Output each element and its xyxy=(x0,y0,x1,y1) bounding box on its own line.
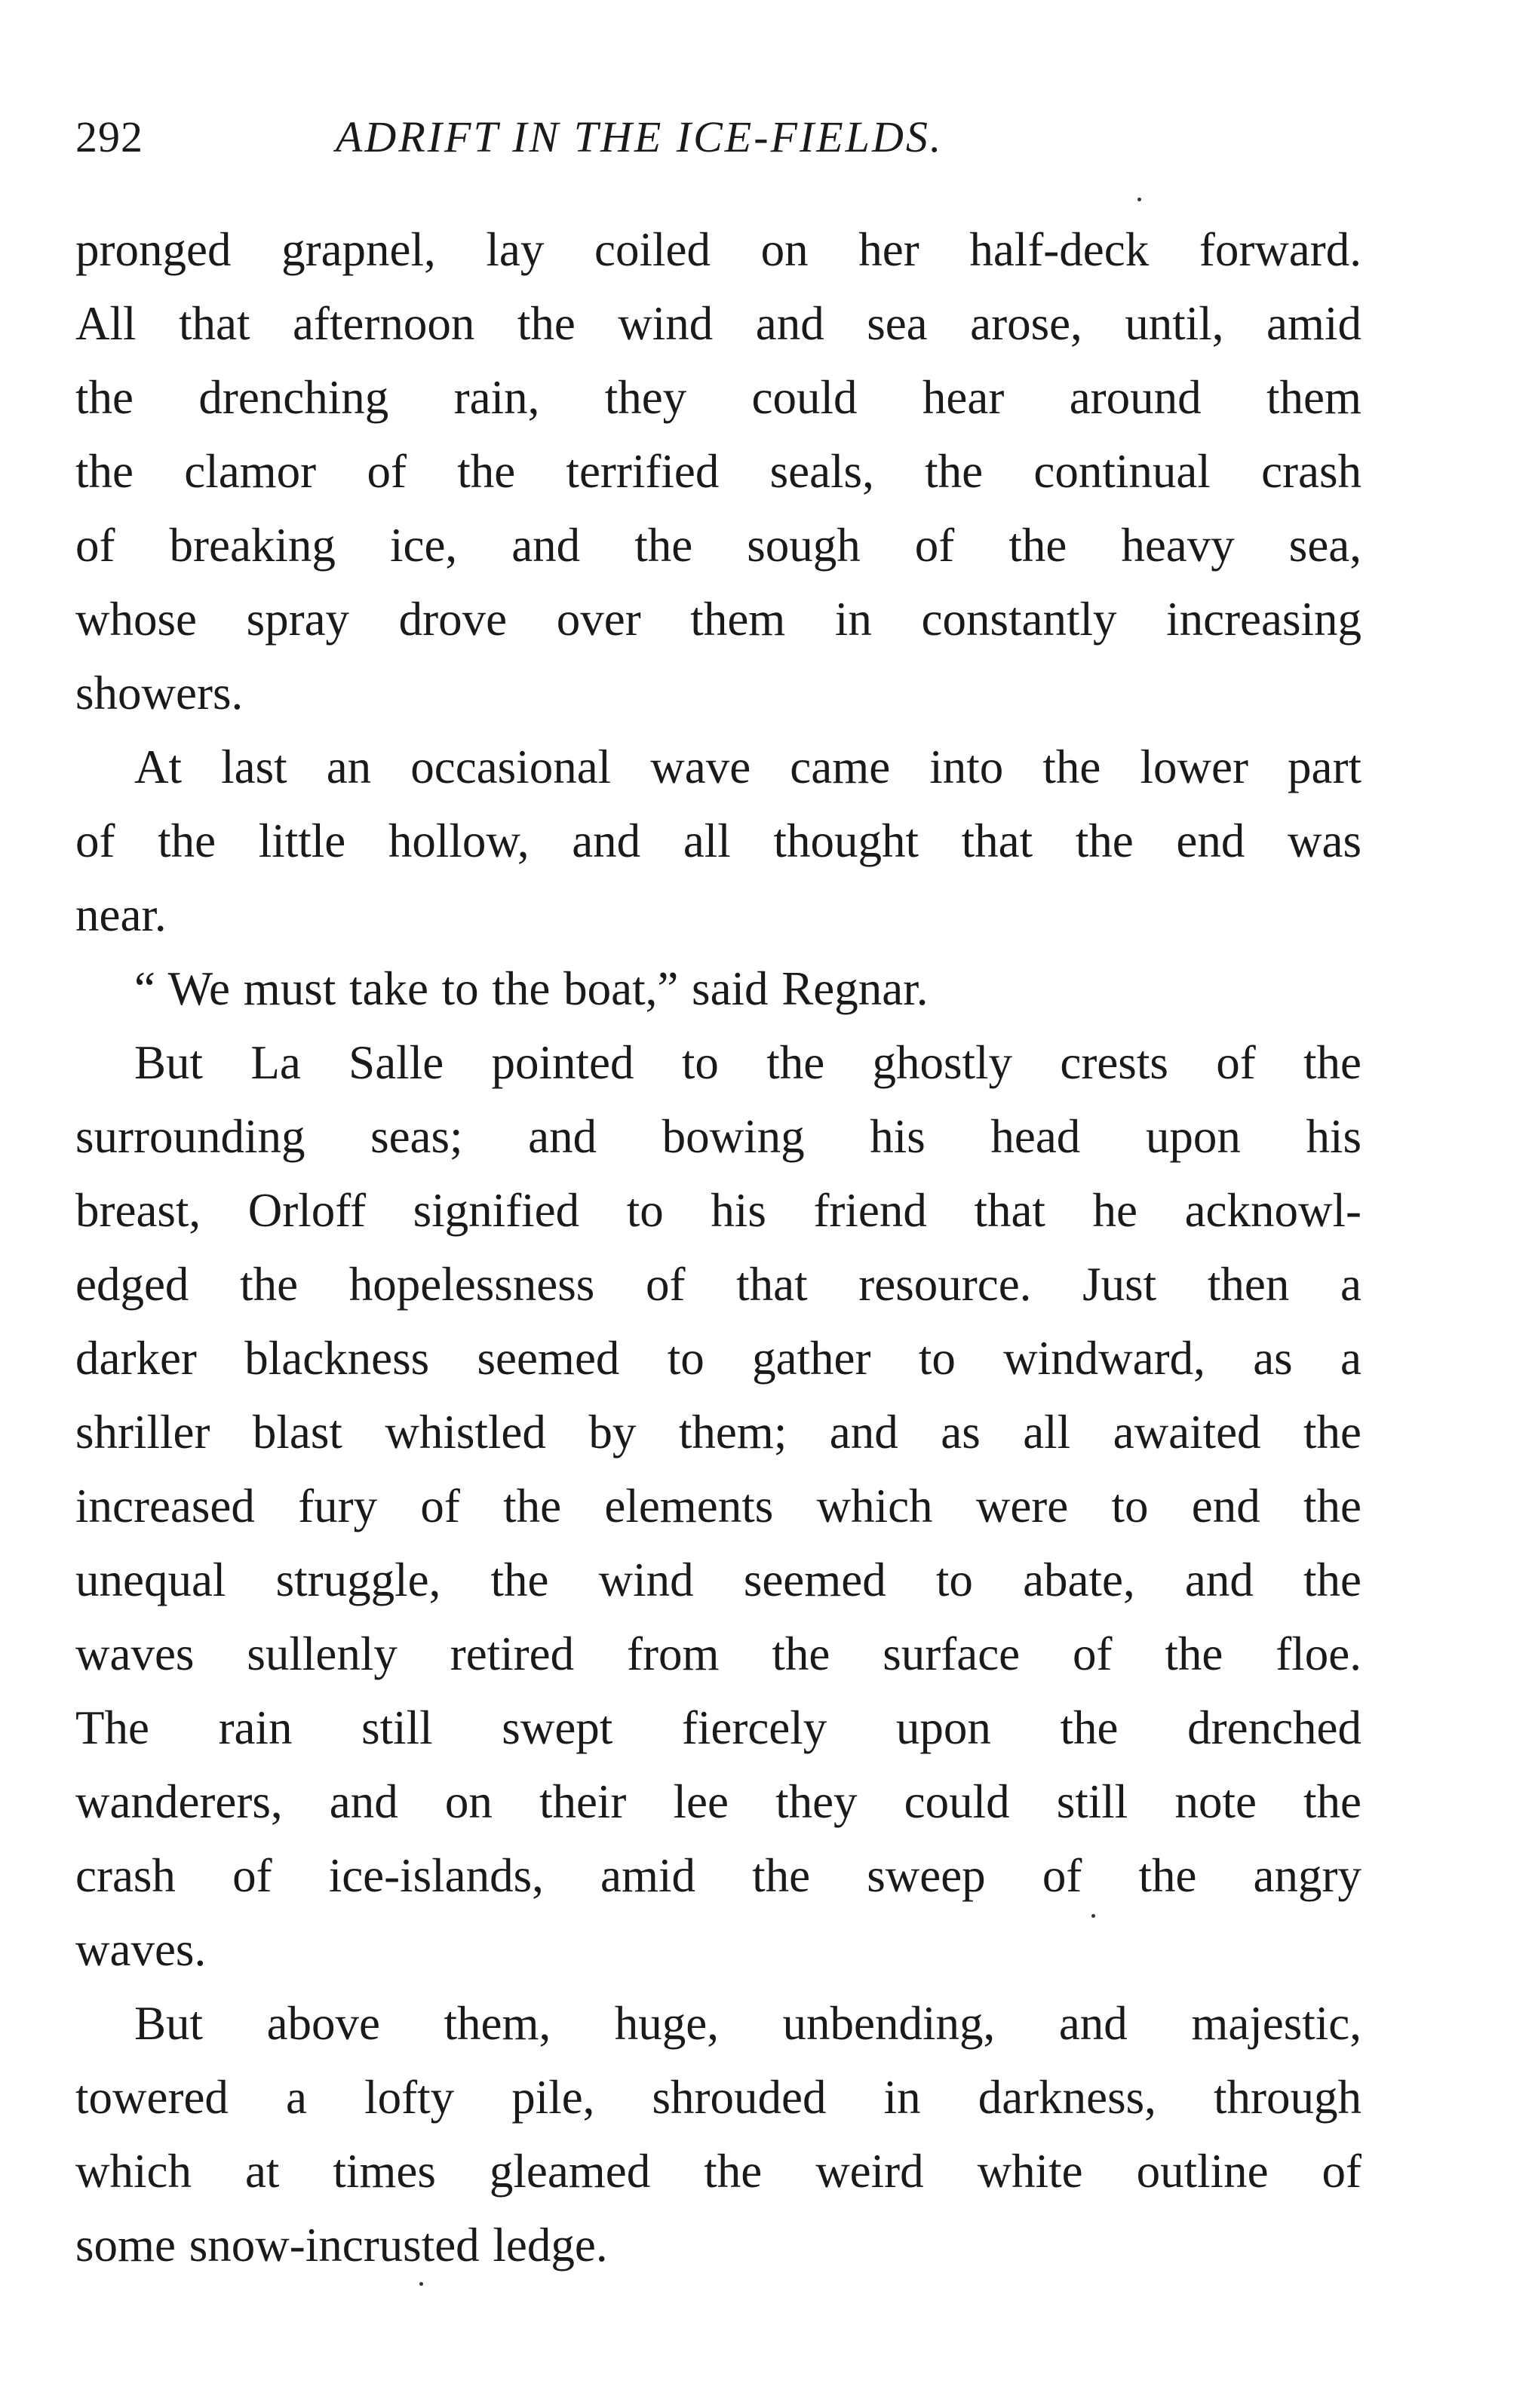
running-head: ADRIFT IN THE ICE-FIELDS. xyxy=(336,112,944,161)
text-line: the clamor of the terrified seals, the continual crash xyxy=(75,445,1361,498)
text-line: waves. xyxy=(75,1923,207,1976)
text-line: towered a lofty pile, shrouded in darkness, through xyxy=(75,2071,1361,2124)
page-number: 292 xyxy=(75,112,143,161)
text-line: But La Salle pointed to the ghostly crests of the xyxy=(134,1036,1361,1089)
print-speck xyxy=(419,2282,423,2286)
text-line: edged the hopelessness of that resource. Just then a xyxy=(75,1258,1361,1311)
text-line: breast, Orloff signified to his friend that he acknowl- xyxy=(75,1184,1361,1237)
text-line: of the little hollow, and all thought that the end was xyxy=(75,814,1361,867)
text-line: the drenching rain, they could hear around them xyxy=(75,371,1361,424)
text-line: At last an occasional wave came into the lower part xyxy=(134,741,1361,793)
text-line: shriller blast whistled by them; and as all awaited the xyxy=(75,1406,1361,1459)
text-line: which at times gleamed the weird white outline of xyxy=(75,2145,1361,2198)
text-line: crash of ice-islands, amid the sweep of the angry xyxy=(75,1849,1361,1902)
text-line: But above them, huge, unbending, and majestic, xyxy=(134,1997,1361,2050)
text-line: whose spray drove over them in constantly increasing xyxy=(75,593,1361,646)
text-line: increased fury of the elements which were to end the xyxy=(75,1480,1361,1532)
text-line: unequal struggle, the wind seemed to abate, and the xyxy=(75,1554,1361,1606)
text-line: of breaking ice, and the sough of the heavy sea, xyxy=(75,519,1361,572)
text-line: some snow-incrusted ledge. xyxy=(75,2219,608,2271)
text-line: The rain still swept fiercely upon the drenched xyxy=(75,1701,1361,1754)
text-line: surrounding seas; and bowing his head upon his xyxy=(75,1110,1361,1163)
text-line: “ We must take to the boat,” said Regnar. xyxy=(134,962,929,1015)
print-speck xyxy=(1137,198,1141,201)
print-speck xyxy=(1091,1914,1095,1918)
text-line: darker blackness seemed to gather to windward, as a xyxy=(75,1332,1361,1385)
text-line: waves sullenly retired from the surface of the floe. xyxy=(75,1627,1361,1680)
page-header xyxy=(75,112,1358,179)
text-line: wanderers, and on their lee they could still note the xyxy=(75,1775,1361,1828)
text-line: showers. xyxy=(75,667,244,719)
text-line: All that afternoon the wind and sea arose, until, amid xyxy=(75,297,1361,350)
body-text xyxy=(75,213,1361,2282)
text-line: pronged grapnel, lay coiled on her half-deck forward. xyxy=(75,223,1361,276)
text-line: near. xyxy=(75,888,167,941)
